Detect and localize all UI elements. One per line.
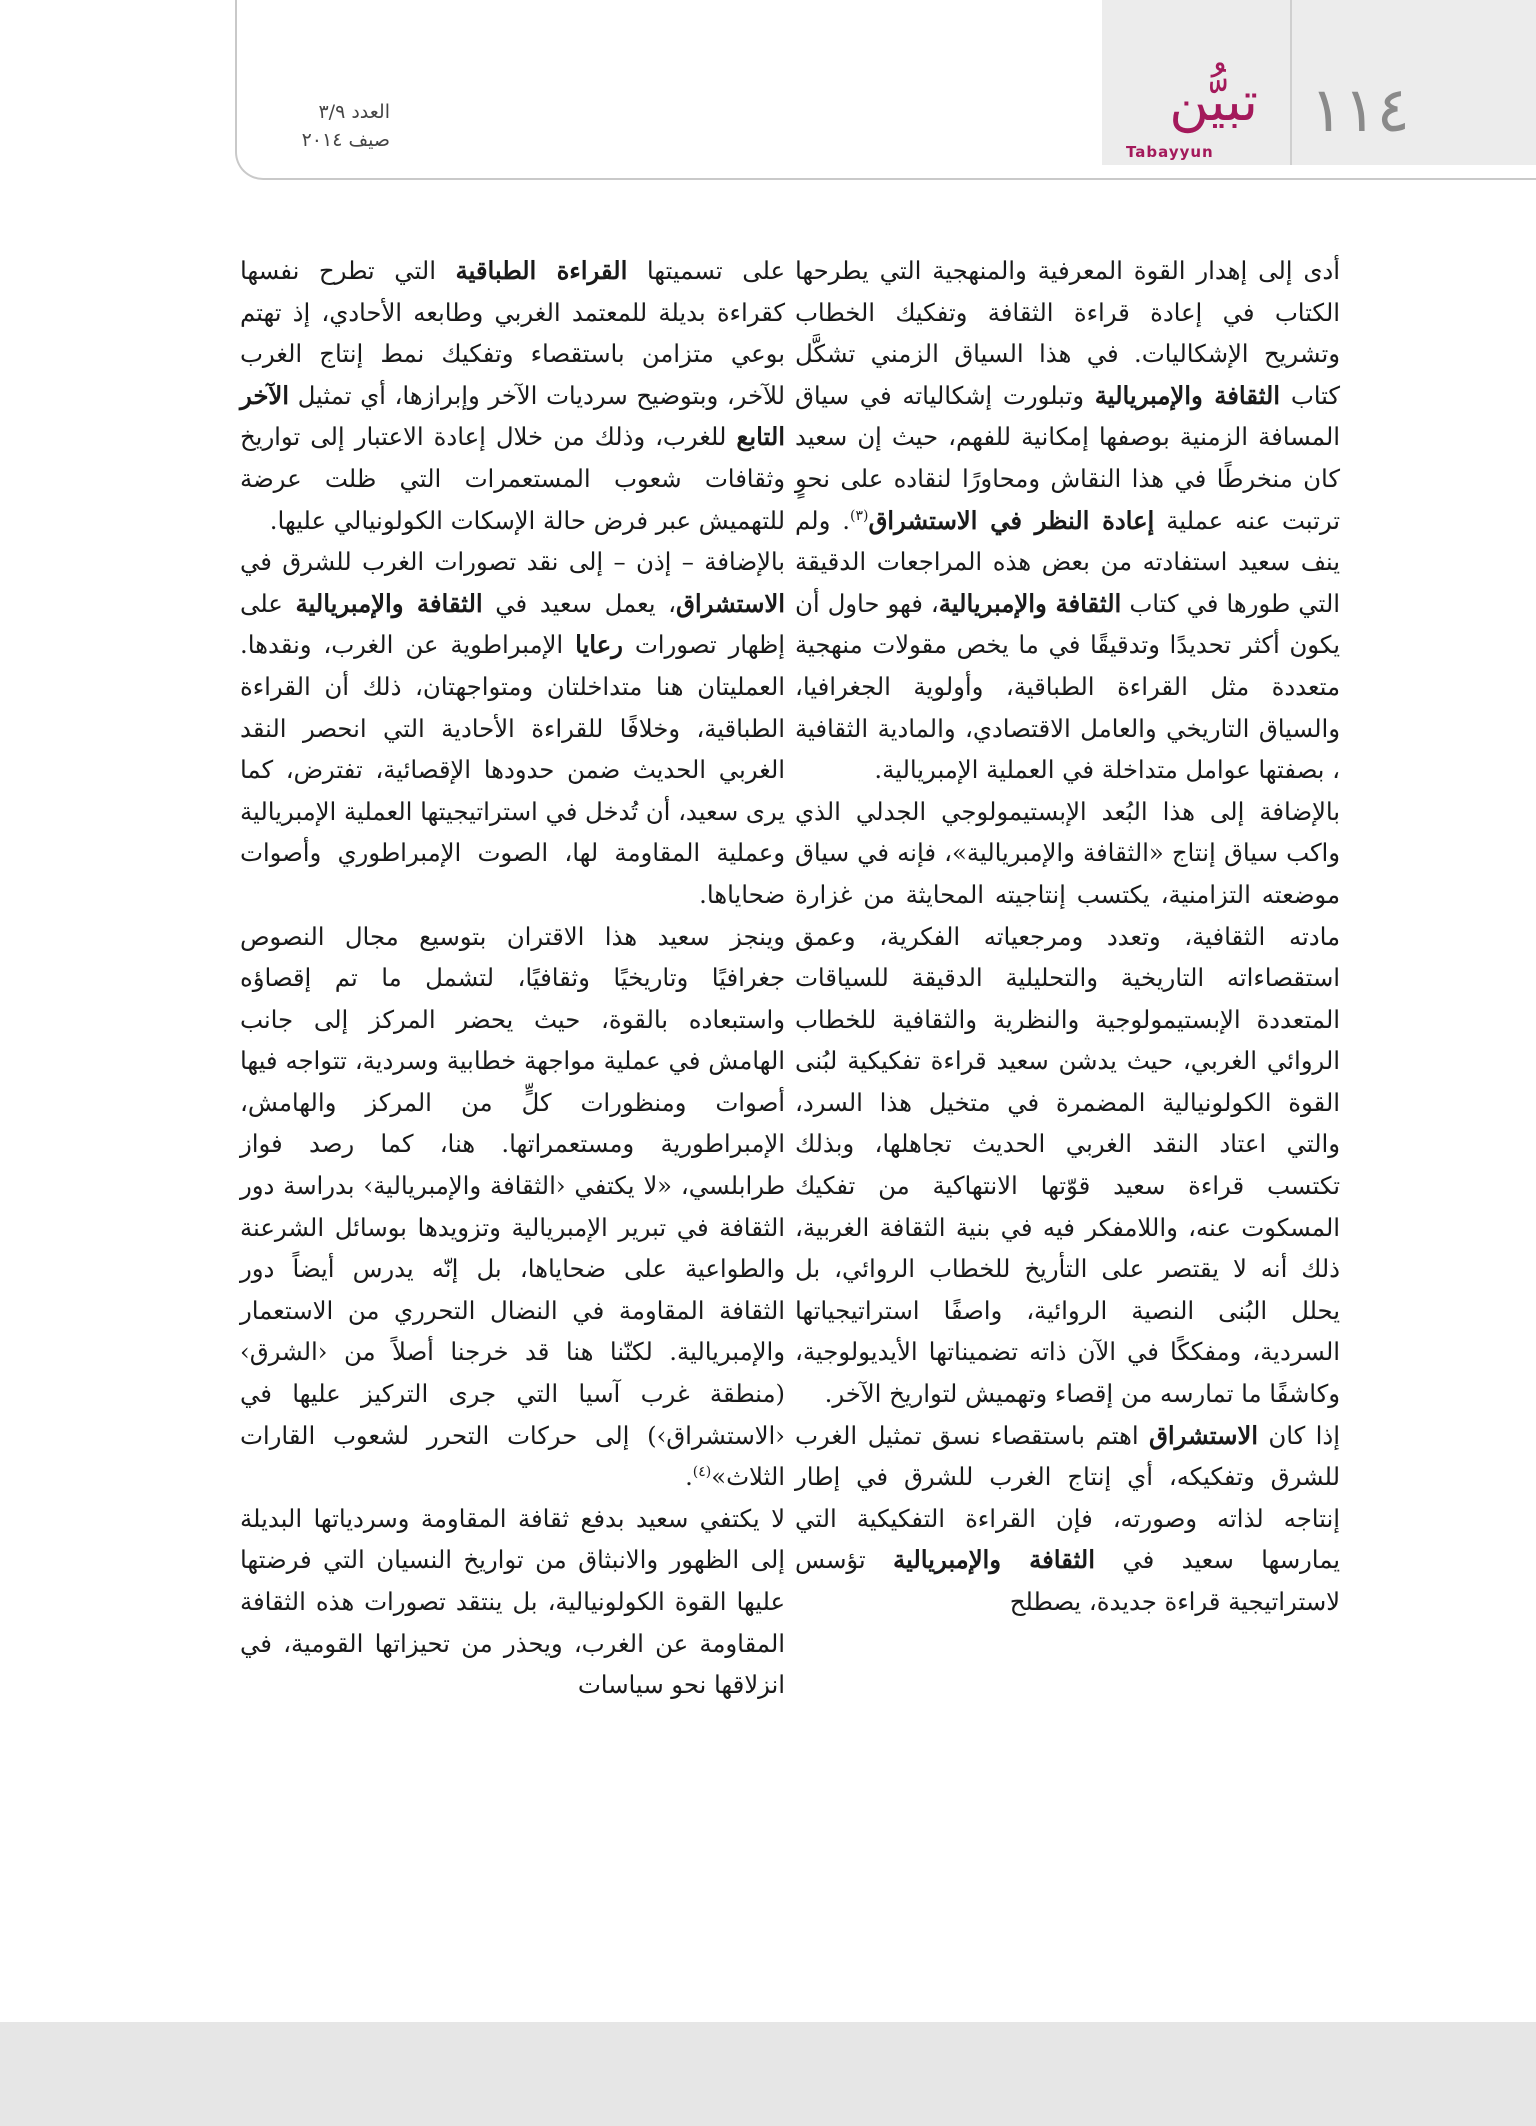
logo-latin-text: Tabayyun: [1126, 143, 1214, 161]
issue-info: [250, 98, 390, 154]
paragraph: لا يكتفي سعيد بدفع ثقافة المقاومة وسردياتها البديلة إلى الظهور والانبثاق من تواريخ النسيان التي فرضتها عليها القوة الكولونيالية، بل ينتقد تصورات هذه الثقافة المقاومة عن الغرب، ويحذر من تحيزاتها القومية، في انزلاقها نحو سياسات: [240, 1503, 785, 1700]
issue-number: العدد ٣/٩: [318, 101, 390, 123]
left-text-column: [240, 250, 785, 1706]
header-divider: [1290, 0, 1292, 165]
paragraph: بالإضافة – إذن – إلى نقد تصورات الغرب للشرق في الاستشراق، يعمل سعيد في الثقافة والإمبريالية على إظهار تصورات رعايا الإمبراطوية عن الغرب، ونقدها. العمليتان هنا متداخلتان ومتواجهتان، ذلك أن القراءة الطباقية، وخلافًا للقراءة الأحادية التي انحصر النقد الغربي الحديث ضمن حدودها الإقصائية، تفترض، كما يرى سعيد، أن تُدخل في استراتيجيتها العملية الإمبريالية وعملية المقاومة لها، الصوت الإمبراطوري وأصوات ضحاياها.: [240, 547, 785, 909]
paragraph: وينجز سعيد هذا الاقتران بتوسيع مجال النصوص جغرافيًا وتاريخيًا وثقافيًا، لتشمل ما تم إقصاؤه واستبعاده بالقوة، حيث يحضر المركز إلى جانب الهامش في عملية مواجهة خطابية وسردية، تتواجه فيها أصوات ومنظورات كلٍّ من المركز والهامش، الإمبراطورية ومستعمراتها. هنا، كما رصد فواز طرابلسي، «لا يكتفي ‹الثقافة والإمبريالية› بدراسة دور الثقافة في تبرير الإمبريالية وتزويدها بوسائل الشرعنة والطواعية على ضحاياها، بل إنّه يدرس أيضاً دور الثقافة المقاومة في النضال التحرري من الاستعمار والإمبريالية. لكنّنا هنا قد خرجنا أصلاً من ‹الشرق› (منطقة غرب آسيا التي جرى التركيز عليها في ‹الاستشراق›) إلى حركات التحرر لشعوب القارات الثلاث»$^{(٤)}$.: [240, 921, 785, 1492]
footnote-marker: (٣): [849, 507, 869, 524]
logo-arabic-text: تبيُّن: [1169, 70, 1258, 133]
journal-logo: [1118, 70, 1268, 165]
footnote-marker: (٤): [692, 1464, 712, 1481]
footer-band: [0, 2022, 1536, 2126]
issue-season: صيف ٢٠١٤: [301, 129, 390, 151]
paragraph: إذا كان الاستشراق اهتم باستقصاء نسق تمثيل الغرب للشرق وتفكيكه، أي إنتاج الغرب للشرق في إطار إنتاجه لذاته وصورته، فإن القراءة التفكيكية التي يمارسها سعيد في الثقافة والإمبريالية تؤسس لاستراتيجية قراءة جديدة، يصطلح: [795, 1420, 1340, 1616]
paragraph: أدى إلى إهدار القوة المعرفية والمنهجية التي يطرحها الكتاب في إعادة قراءة الثقافة وتفكيك الخطاب وتشريح الإشكاليات. في هذا السياق الزمني تشكَّل كتاب الثقافة والإمبريالية وتبلورت إشكالياته في سياق المسافة الزمنية بوصفها إمكانية للفهم، حيث إن سعيد كان منخرطًا في هذا النقاش ومحاورًا لنقاده على نحوٍ ترتبت عنه عملية إعادة النظر في الاستشراق$^{(٣)}$. ولم ينف سعيد استفادته من بعض هذه المراجعات الدقيقة التي طورها في كتاب الثقافة والإمبريالية، فهو حاول أن يكون أكثر تحديدًا وتدقيقًا في ما يخص مقولات منهجية متعددة مثل القراءة الطباقية، وأولوية الجغرافيا، والسياق التاريخي والعامل الاقتصادي، والمادية الثقافية ، بصفتها عوامل متداخلة في العملية الإمبريالية.: [795, 256, 1341, 785]
paragraph: بالإضافة إلى هذا البُعد الإبستيمولوجي الجدلي الذي واكب سياق إنتاج «الثقافة والإمبريالية»، فإنه في سياق موضعته التزامنية، يكتسب إنتاجيته المحايثة من غزارة مادته الثقافية، وتعدد ومرجعياته الفكرية، وعمق استقصاءاته التاريخية والتحليلية الدقيقة للسياقات المتعددة الإبستيمولوجية والنظرية والثقافية للخطاب الروائي الغربي، حيث يدشن سعيد قراءة تفكيكية لبُنى القوة الكولونيالية المضمرة في متخيل هذا السرد، والتي اعتاد النقد الغربي الحديث تجاهلها، وبذلك تكتسب قراءة سعيد قوّتها الانتهاكية من تفكيك المسكوت عنه، واللامفكر فيه في بنية الثقافة الغربية، ذلك أنه لا يقتصر على التأريخ للخطاب الروائي، بل يحلل البُنى النصية الروائية، واصفًا استراتيجياتها السردية، ومفككًا في الآن ذاته تضميناتها الأيديولوجية، وكاشفًا ما تمارسه من إقصاء وتهميش لتواريخ الآخر.: [795, 796, 1341, 1409]
paragraph: على تسميتها القراءة الطباقية التي تطرح نفسها كقراءة بديلة للمعتمد الغربي وطابعه الأحادي، إذ تهتم بوعي متزامن باستقصاء وتفكيك نمط إنتاج الغرب للآخر، وبتوضيح سرديات الآخر وإبرازها، أي تمثيل الآخر التابع للغرب، وذلك من خلال إعادة الاعتبار إلى تواريخ وثقافات شعوب المستعمرات التي ظلت عرضة للتهميش عبر فرض حالة الإسكات الكولونيالي عليها.: [240, 256, 785, 535]
page-number: ١١٤: [1310, 73, 1410, 146]
right-text-column: [795, 250, 1340, 1623]
